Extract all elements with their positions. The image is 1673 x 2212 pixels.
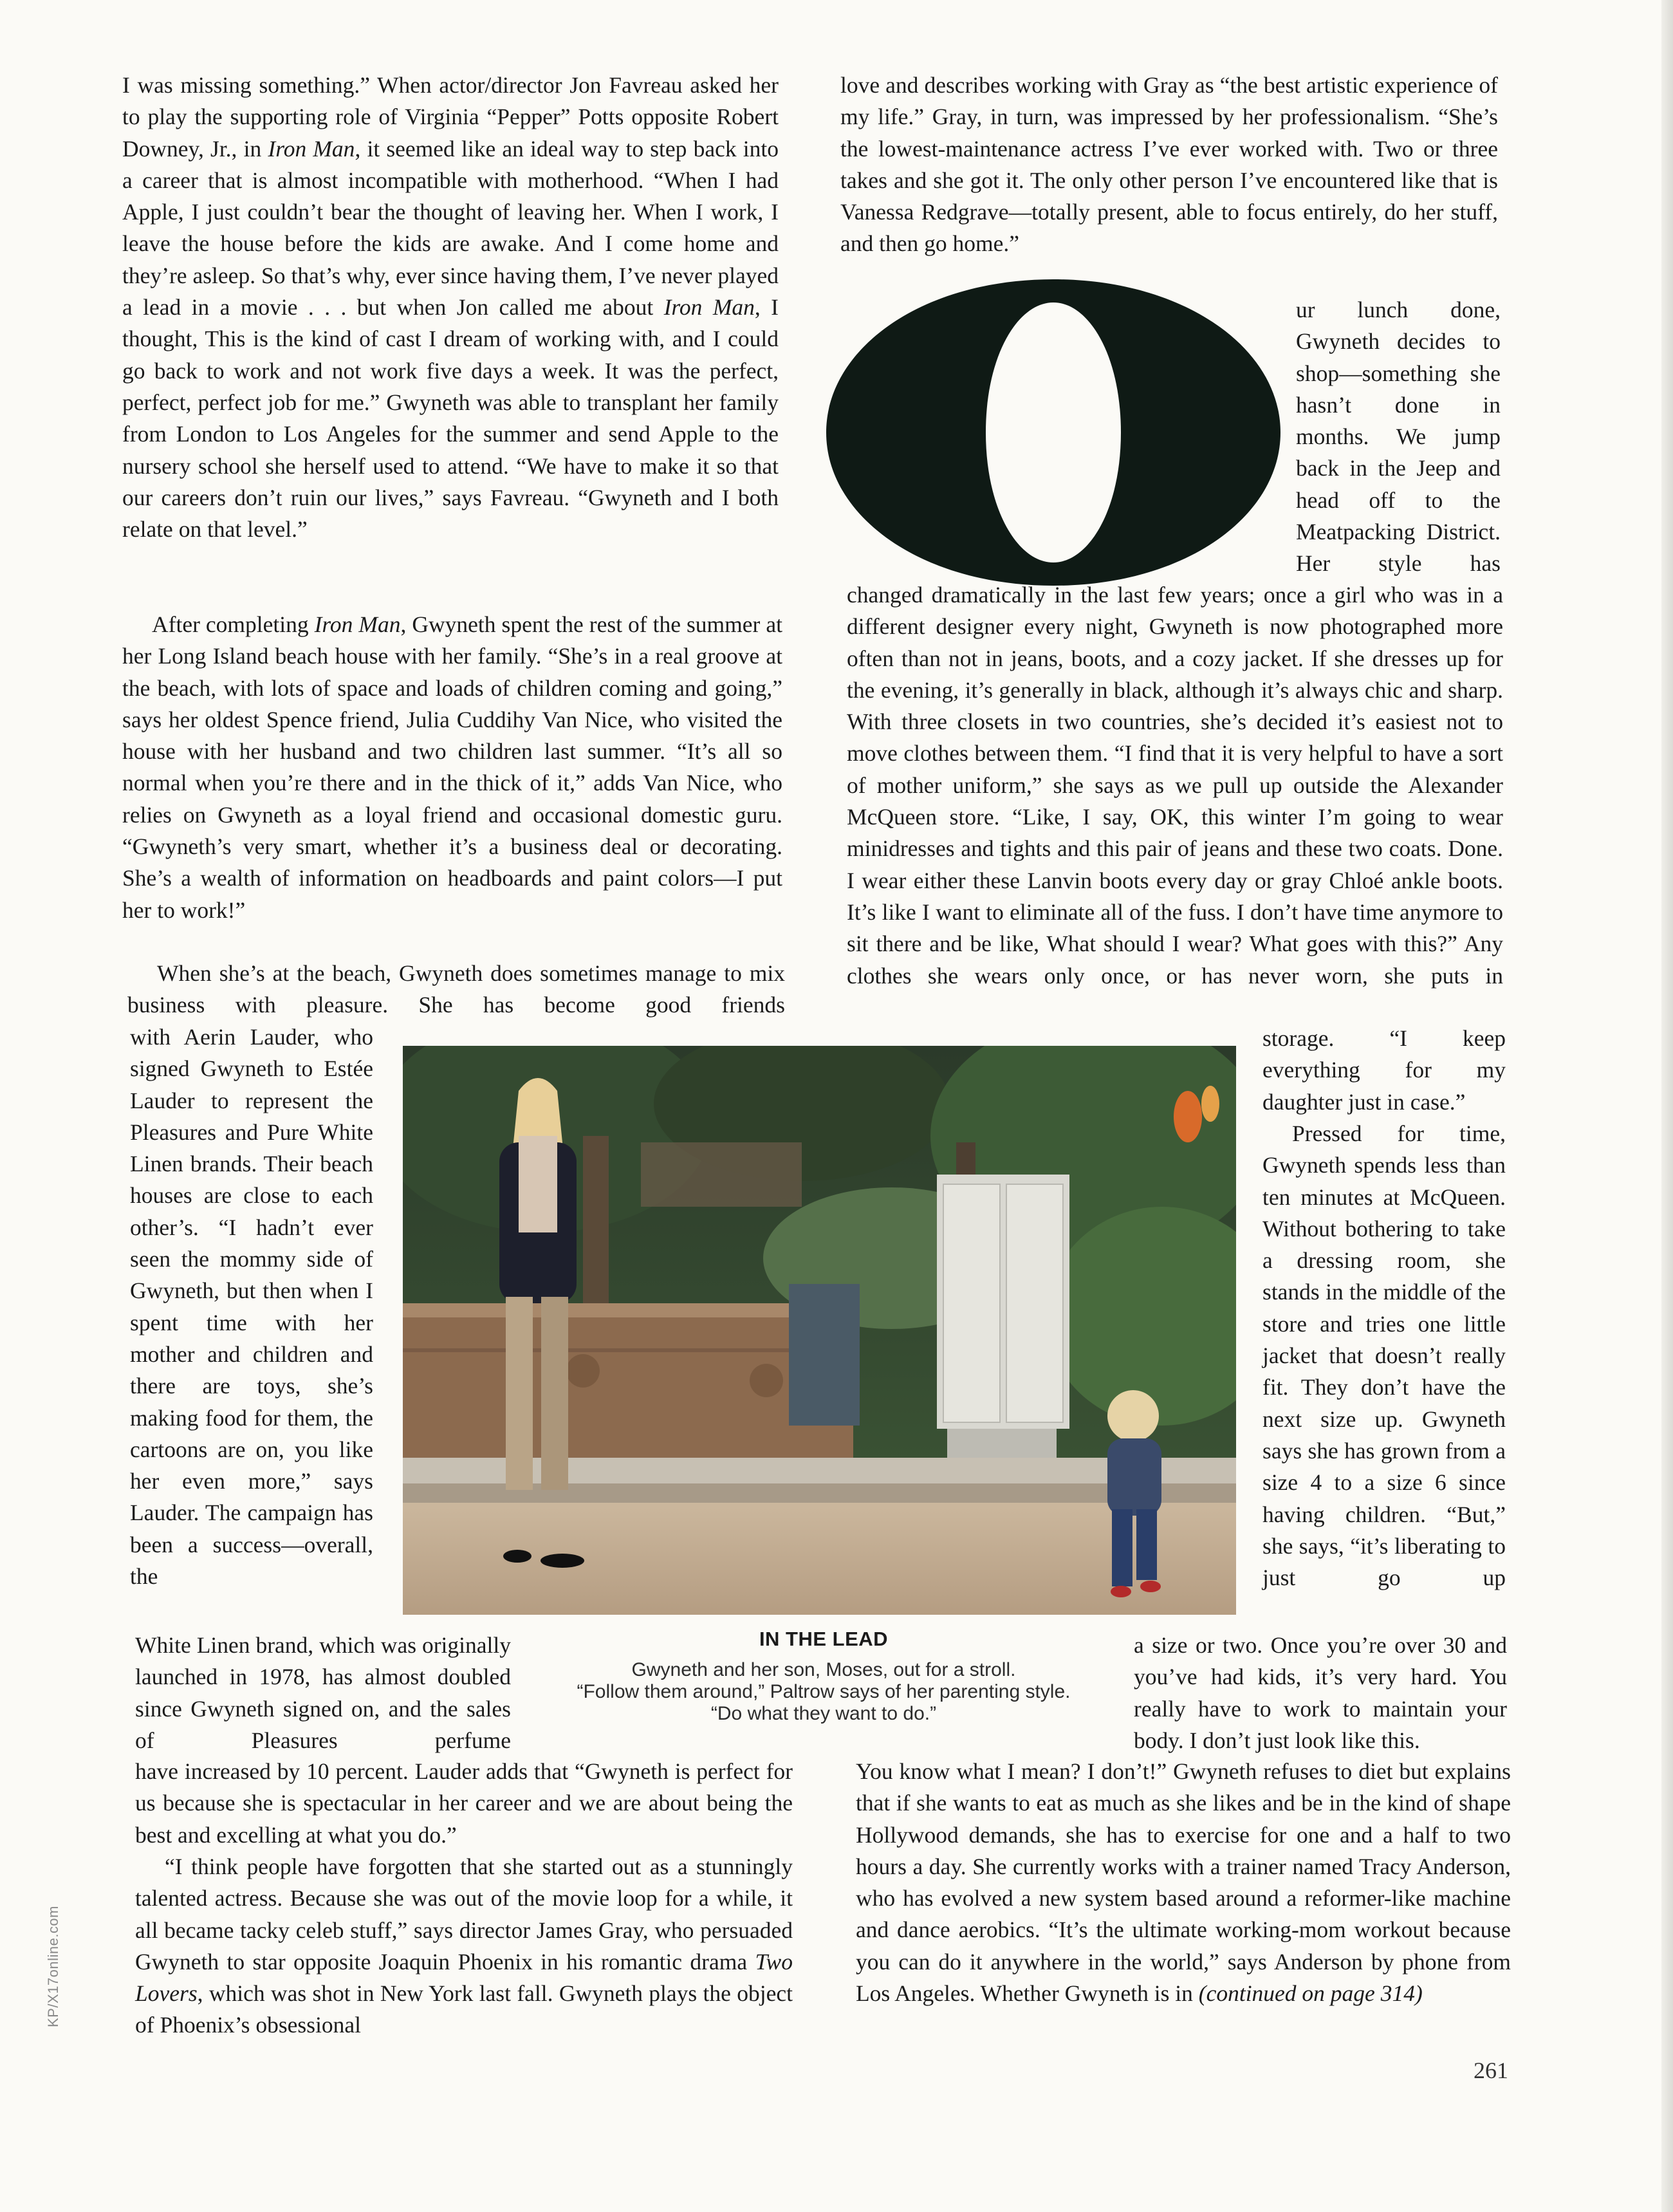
caption-line-1: Gwyneth and her son, Moses, out for a stroll. <box>631 1659 1016 1680</box>
left-under-photo-paragraph: White Linen brand, which was originally launched in 1978, has almost doubled since Gwyneth signed on, and the sales of Pleasures perfume <box>135 1632 511 1753</box>
drop-cap-o <box>825 278 1282 587</box>
left-wrap-paragraph: with Aerin Lauder, who signed Gwyneth to Estée Lauder to represent the Pleasures and Pure White Linen brands. Their beach houses are close to each other’s. “I hadn’t ever seen the mommy side of Gwyneth, but then when I spent time with her mother and children and there are toys, she’s making food for them, the cartoons are on, you like her even more,” says Lauder. The campaign has been a success—overall, the <box>130 1024 373 1590</box>
photo-caption <box>519 1628 1129 1725</box>
page-edge <box>1661 0 1673 2212</box>
drop-cap-paragraph: ur lunch done, Gwyneth decides to shop—something she hasn’t done in months. We jump back in the Jeep and head off to the Meatpacking District. Her style has <box>1296 297 1501 577</box>
caption-line-3: “Do what they want to do.” <box>710 1703 937 1724</box>
right-paragraph-1: love and describes working with Gray as “the best artistic experience of my life.” Gray, in turn, was impressed by her professionalism. “She’s the lowest-maintenance actress I’ve ever worked with. Two or three takes and she got it. The only other person I’ve encountered like that is Vanessa Redgrave—totally present, able to focus entirely, do her stuff, and then go home.” <box>840 72 1498 257</box>
left-paragraph-3: When she’s at the beach, Gwyneth does sometimes manage to mix business with pleasure. She has become good friends <box>127 960 785 1018</box>
left-paragraph-5: “I think people have forgotten that she started out as a stunningly talented actress. Because she was out of the movie loop for a while, it all became tacky celeb stuff,” says director James Gray, who persuaded Gwyneth to star opposite Joaquin Phoenix in his romantic drama Two Lovers, which was shot in New York last fall. Gwyneth plays the object of Phoenix’s obsessional <box>135 1854 793 2038</box>
caption-title: IN THE LEAD <box>759 1628 889 1650</box>
photo-gwyneth-and-son <box>403 1046 1236 1615</box>
caption-line-2: “Follow them around,” Paltrow says of her parenting style. <box>577 1681 1071 1702</box>
right-wrap-paragraph-2: Pressed for time, Gwyneth spends less than ten minutes at McQueen. Without bothering to take a dressing room, she stands in the middle of the store and tries one little jacket that doesn’t really fit. They don’t have the next size up. Gwyneth says she has grown from a size 4 to a size 6 since having children. “But,” she says, “it’s liberating to just go up <box>1262 1120 1506 1591</box>
right-paragraph-2: changed dramatically in the last few years; once a girl who was in a different designer every night, Gwyneth is now photographed more often than not in jeans, boots, and a cozy jacket. If she dresses up for the evening, it’s generally in black, although it’s always chic and sharp. With three closets in two countries, she’s decided it’s easiest not to move clothes between them. “I find that it is very helpful to have a sort of mother uniform,” she says as we pull up outside the Alexander McQueen store. “Like, I say, OK, this winter I’m going to wear minidresses and tights and this pair of jeans and these two coats. Done. I wear either these Lanvin boots every day or gray Chloé ankle boots. It’s like I want to eliminate all of the fuss. I don’t have time anymore to sit there and be like, What should I wear? What goes with this?” Any clothes she wears only once, or has never worn, she puts in <box>847 582 1503 989</box>
page-number: 261 <box>1474 2058 1508 2083</box>
right-wrap-paragraph-1: storage. “I keep everything for my daughter just in case.” <box>1262 1025 1506 1115</box>
left-paragraph-1: I was missing something.” When actor/director Jon Favreau asked her to play the supporting role of Virginia “Pepper” Potts opposite Robert Downey, Jr., in Iron Man, it seemed like an ideal way to step back into a career that is almost incompatible with motherhood. “When I had Apple, I just couldn’t bear the thought of leaving her. When I work, I leave the house before the kids are awake. And I come home and they’re asleep. So that’s why, ever since having them, I’ve never played a lead in a movie . . . but when Jon called me about Iron Man, I thought, This is the kind of cast I dream of working with, and I could go back to work and not work five days a week. It was the perfect, perfect, perfect job for me.” Gwyneth was able to transplant her family from London to Los Angeles for the summer and send Apple to the nursery school she herself used to attend. “We have to make it so that our careers don’t ruin our lives,” says Favreau. “Gwyneth and I both relate on that level.” <box>122 72 779 543</box>
left-paragraph-2: After completing Iron Man, Gwyneth spent the rest of the summer at her Long Island beach house with her family. “She’s in a real groove at the beach, with lots of space and loads of children coming and going,” says her oldest Spence friend, Julia Cuddihy Van Nice, who visited the house with her husband and two children last summer. “It’s all so normal when you’re there and in the thick of it,” adds Van Nice, who relies on Gwyneth as a loyal friend and occasional domestic guru. “Gwyneth’s very smart, whether it’s a business deal or decorating. She’s a wealth of information on headboards and paint colors—I put her to work!” <box>122 611 782 923</box>
left-paragraph-4: have increased by 10 percent. Lauder adds that “Gwyneth is perfect for us because she is spectacular in her career and we are about being the best and excelling at what you do.” <box>135 1758 793 1848</box>
photo-credit: KP/X17online.com <box>45 1906 61 2027</box>
right-paragraph-3: You know what I mean? I don’t!” Gwyneth refuses to diet but explains that if she wants to eat as much as she likes and be in the kind of shape Hollywood demands, she has to exercise for one and a half to two hours a day. She currently works with a trainer named Tracy Anderson, who has evolved a new system based around a reformer-like machine and dance aerobics. “It’s the ultimate working-mom workout because you can do it anywhere in the world,” says Anderson by phone from Los Angeles. Whether Gwyneth is in (continued on page 314) <box>856 1758 1511 2007</box>
right-under-photo-paragraph: a size or two. Once you’re over 30 and you’ve had kids, it’s very hard. You really have to work to maintain your body. I don’t just look like this. <box>1134 1632 1507 1753</box>
